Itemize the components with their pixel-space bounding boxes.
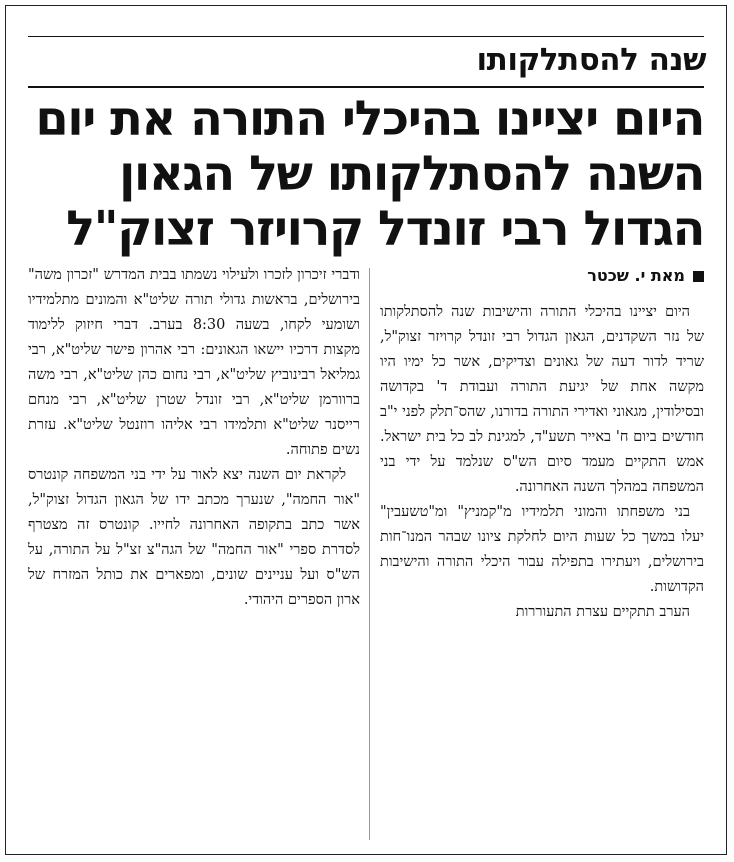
top-rule — [28, 36, 704, 37]
headline — [28, 92, 704, 257]
headline-line-1: היום יציינו בהיכלי התורה את יום — [35, 91, 704, 147]
column-divider — [369, 268, 370, 840]
article-column-left — [28, 263, 360, 613]
kicker-title: שנה להסתלקותו — [476, 42, 706, 78]
paragraph: הערב תתקיים עצרת התעוררות — [515, 604, 690, 620]
byline-author: מאת י. שכטר — [587, 266, 685, 285]
paragraph: ודברי זיכרון לזכרו ולעילוי נשמתו בבית המדרש "זכרון משה" בירושלים, בראשות גדולי תורה שליט"א והמונים מתלמידיו ושומעי לקחו, בשעה 8:30 בערב. דברי חיזוק ללימוד מקצות דרכיו יישאו הגאונים: רבי אהרון פישר שליט"א, רבי גמליאל רבינוביץ שליט"א, רבי נחום כהן שליט"א, רבי משה ברוורמן שליט"א, רבי זונדל שטרן שליט"א, רבי מנחם רייסנר שליט"א ותלמידו רבי אליהו רוזנטל שליט"א. עזרת נשים פתוחה. — [28, 267, 361, 458]
headline-line-3: הגדול רבי זונדל קרויזר זצוק"ל — [66, 201, 704, 257]
paragraph: בני משפחתו והמוני תלמידיו מ"קמניץ" ומ"טשעבין" יעלו במשך כל שעות היום לחלקת ציונו שבהר המנו־חות בירושלים, ויעתירו בתפילה עבור היכלי התורה והישיבות הקדושות. — [380, 504, 704, 595]
bullet-square-icon — [693, 271, 704, 282]
paragraph: היום יציינו בהיכלי התורה והישיבות שנה להסתלקותו של נזר השקדנים, הגאון הגדול רבי זונדל קרויזר זצוק"ל, שריד לדור דעה של גאונים וצדיקים, אשר כל ימיו היו מקשה אחת של יגיעת התורה ועבודת ד' בקדושה ובסילודין, מגאוני ואדירי התורה בדורנו, שהס־תלק לפני י"ב חודשים ביום ח' באייר תשע"ד, למגינת לב כל בית ישראל. אמש התקיים מעמד סיום הש"ס שנלמד על ידי בני המשפחה במהלך השנה האחרונה. — [380, 304, 704, 495]
byline — [587, 263, 704, 289]
paragraph: לקראת יום השנה יצא לאור על ידי בני המשפחה קונטרס "אור החמה", שנערך מכתב ידו של הגאון הגדול זצוק"ל, אשר כתב בתקופה האחרונה לחייו. קונטרס זה מצטרף לסדרת ספרי "אור החמה" של הגה"צ זצ"ל על התורה, על הש"ס ועל עניינים שונים, ומפארים את כותל המזרח של ארון הספרים היהודי. — [28, 467, 360, 608]
kicker-rule — [28, 86, 704, 88]
article-column-right — [380, 300, 704, 625]
headline-line-2: השנה להסתלקותו של הגאון — [118, 146, 704, 202]
